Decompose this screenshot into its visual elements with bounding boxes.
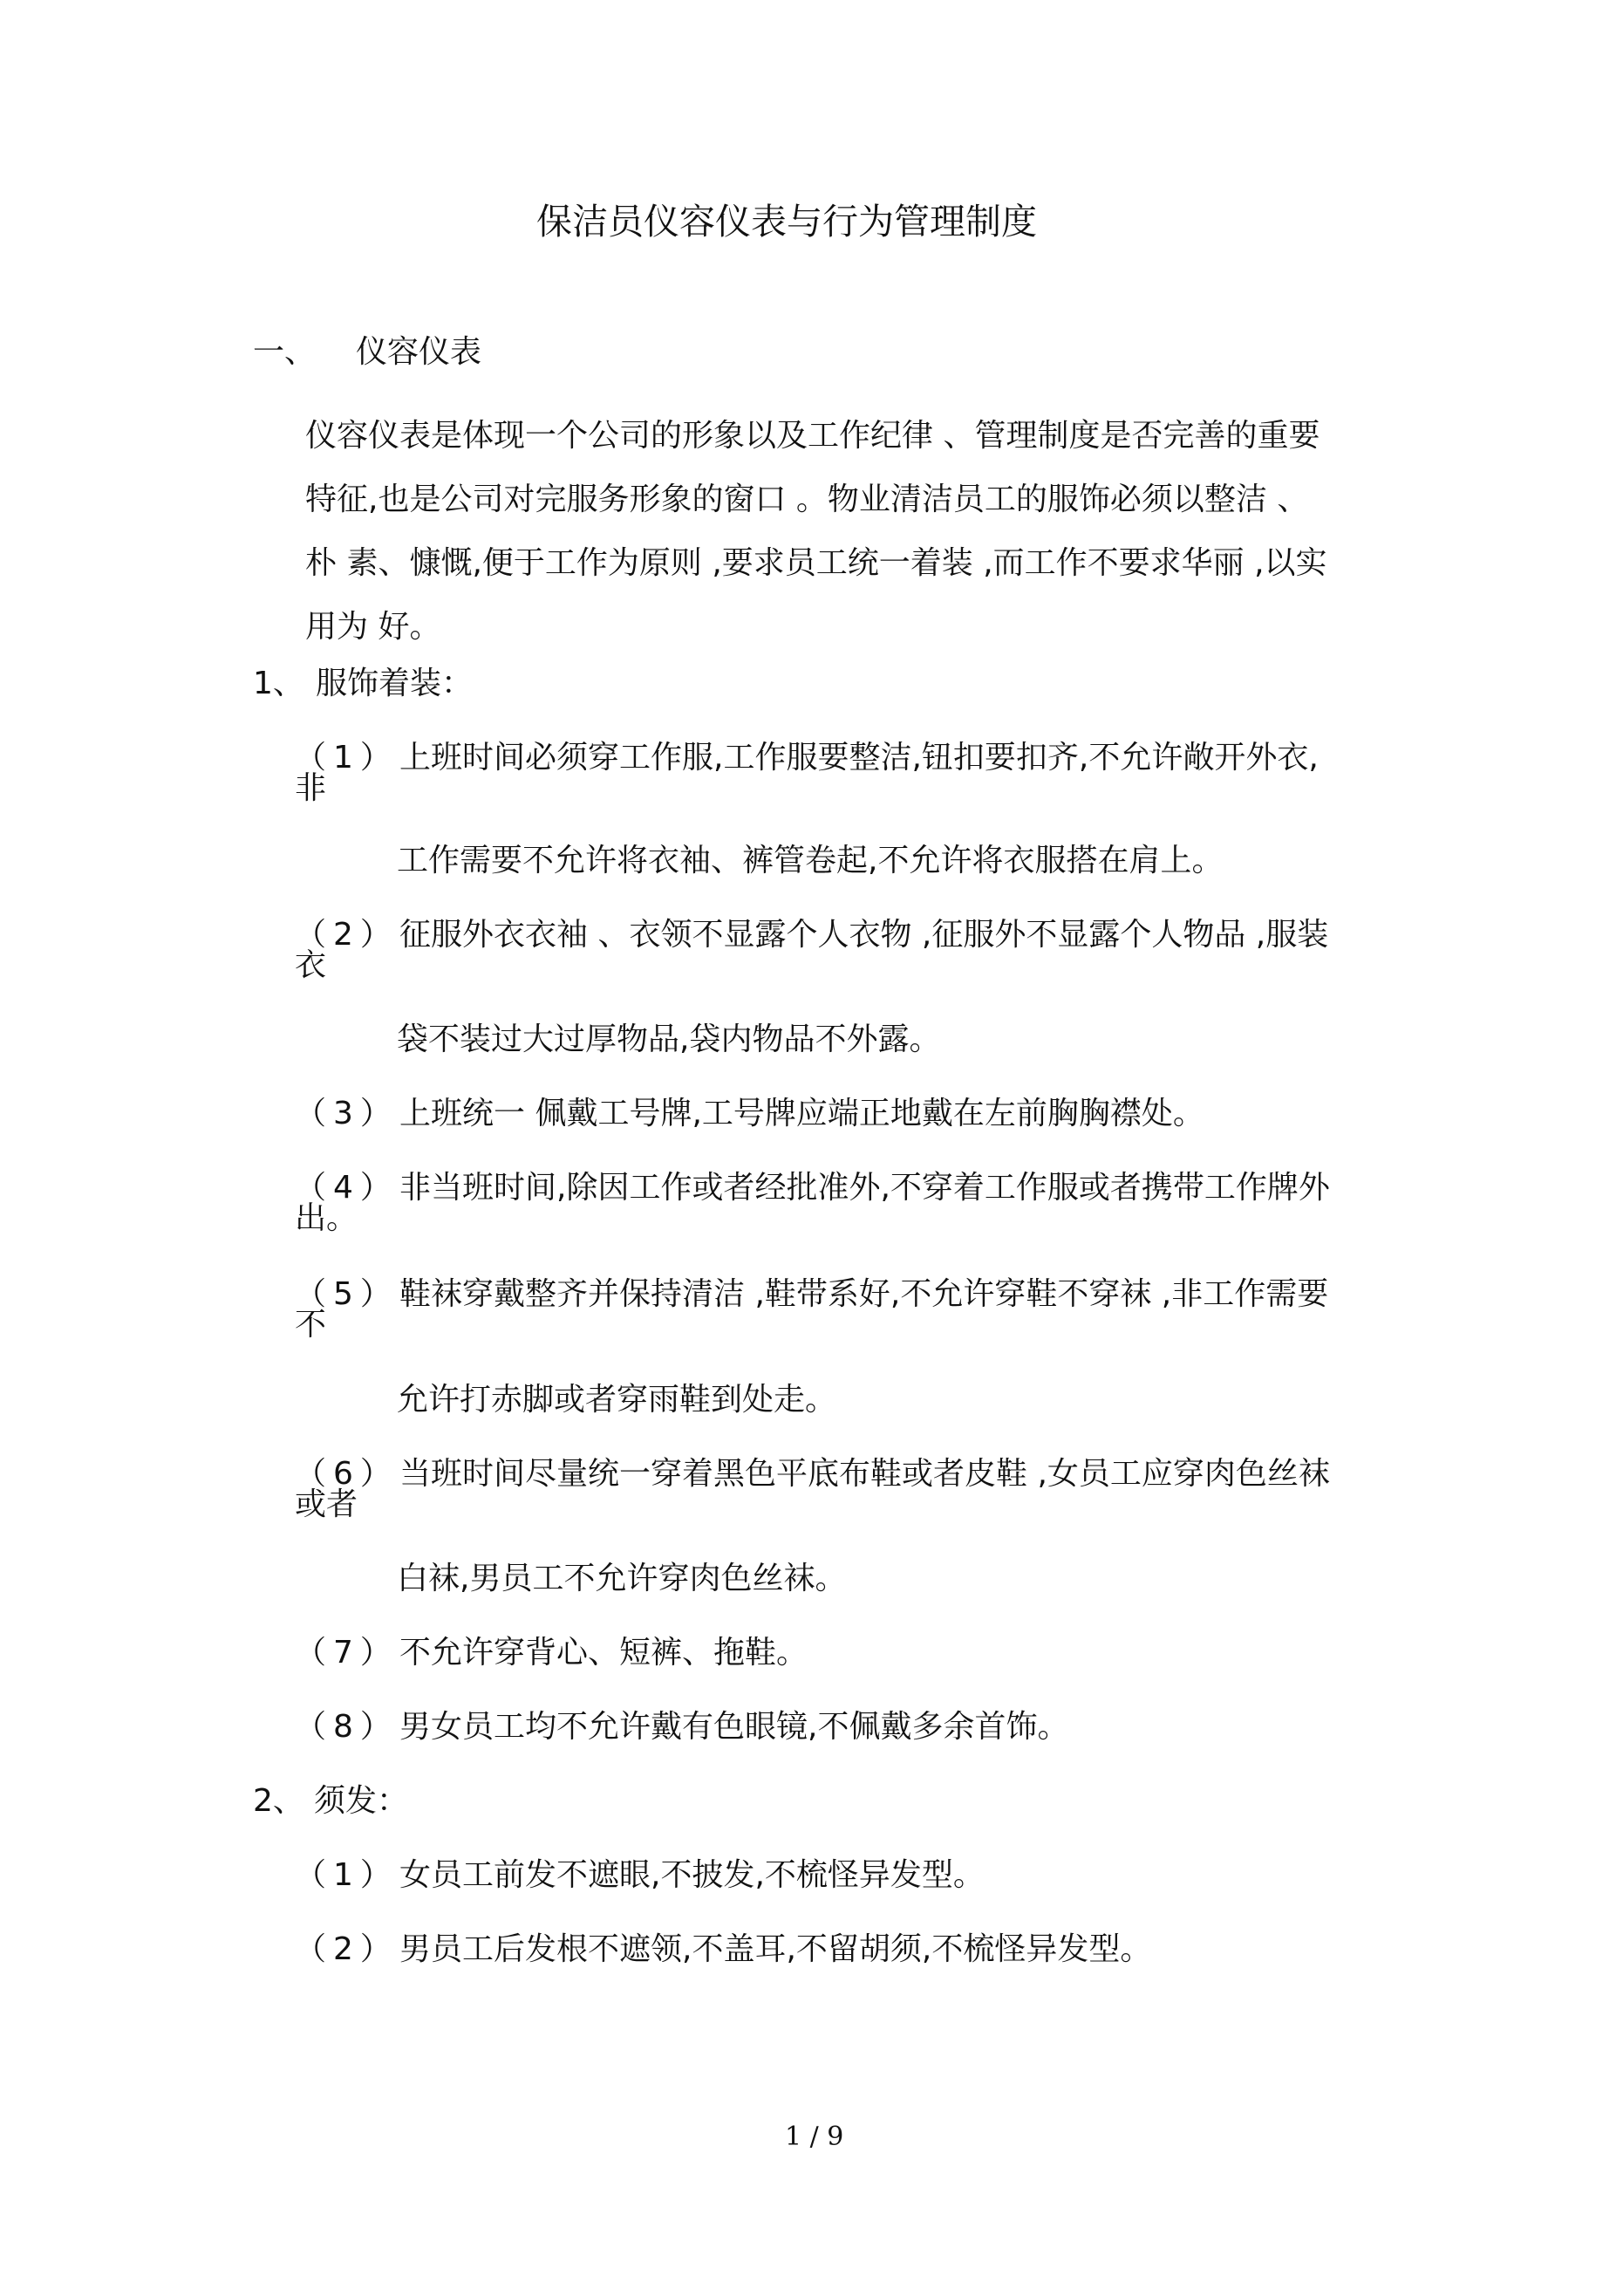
subsection-heading: 须发： <box>314 1783 409 1819</box>
item-continuation: 白袜,男员工不允许穿肉色丝袜。 <box>397 1561 847 1596</box>
section-number: 一、 <box>253 334 317 370</box>
item-continuation: 袋不装过大过厚物品,袋内物品不外露。 <box>397 1022 941 1057</box>
item-marker: （2） <box>295 917 399 953</box>
item-text: 男女员工均不允许戴有色眼镜,不佩戴多余首饰。 <box>399 1709 1069 1745</box>
item-wrap: 衣 <box>295 947 327 983</box>
item-marker: （5） <box>295 1276 399 1312</box>
item-marker: （7） <box>295 1635 399 1671</box>
item-wrap: 出。 <box>295 1200 358 1236</box>
item-text: 非当班时间,除因工作或者经批准外,不穿着工作服或者携带工作牌外 <box>399 1170 1330 1206</box>
item-marker: （3） <box>295 1096 399 1131</box>
item-marker: （6） <box>295 1456 399 1492</box>
subsection-number: 1、 <box>253 666 304 701</box>
page-number: 1 / 9 <box>785 2122 844 2152</box>
item-wrap: 或者 <box>295 1486 358 1522</box>
intro-line: 用为 好。 <box>305 609 441 645</box>
item-text: 女员工前发不遮眼,不披发,不梳怪异发型。 <box>399 1857 985 1893</box>
item-text: 男员工后发根不遮领,不盖耳,不留胡须,不梳怪异发型。 <box>399 1931 1152 1967</box>
item-wrap: 非 <box>295 770 327 806</box>
intro-line: 特征,也是公司对完服务形象的窗口 。物业清洁员工的服饰必须以整洁 、 <box>305 482 1309 517</box>
item-text: 不允许穿背心、短裤、拖鞋。 <box>399 1635 808 1671</box>
item-text: 上班时间必须穿工作服,工作服要整洁,钮扣要扣齐,不允许敞开外衣, <box>399 740 1319 776</box>
item-continuation: 允许打赤脚或者穿雨鞋到处走。 <box>397 1382 837 1418</box>
item-text: 上班统一 佩戴工号牌,工号牌应端正地戴在左前胸胸襟处。 <box>399 1096 1204 1131</box>
item-marker: （2） <box>295 1931 399 1967</box>
document-title: 保洁员仪容仪表与行为管理制度 <box>536 201 1037 243</box>
item-text: 征服外衣衣袖 、衣领不显露个人衣物 ,征服外不显露个人物品 ,服装 <box>399 917 1329 953</box>
intro-line: 仪容仪表是体现一个公司的形象以及工作纪律 、管理制度是否完善的重要 <box>305 418 1320 454</box>
item-wrap: 不 <box>295 1307 327 1343</box>
subsection-number: 2、 <box>253 1783 304 1819</box>
item-text: 当班时间尽量统一穿着黑色平底布鞋或者皮鞋 ,女员工应穿肉色丝袜 <box>399 1456 1330 1492</box>
item-continuation: 工作需要不允许将衣袖、裤管卷起,不允许将衣服搭在肩上。 <box>397 843 1224 878</box>
item-marker: （4） <box>295 1170 399 1206</box>
section-heading: 仪容仪表 <box>356 334 482 370</box>
subsection-heading: 服饰着装： <box>316 666 474 701</box>
item-marker: （1） <box>295 1857 399 1893</box>
item-marker: （8） <box>295 1709 399 1745</box>
item-text: 鞋袜穿戴整齐并保持清洁 ,鞋带系好,不允许穿鞋不穿袜 ,非工作需要 <box>399 1276 1329 1312</box>
intro-line: 朴 素、慷慨,便于工作为原则 ,要求员工统一着装 ,而工作不要求华丽 ,以实 <box>305 545 1327 581</box>
item-marker: （1） <box>295 740 399 776</box>
